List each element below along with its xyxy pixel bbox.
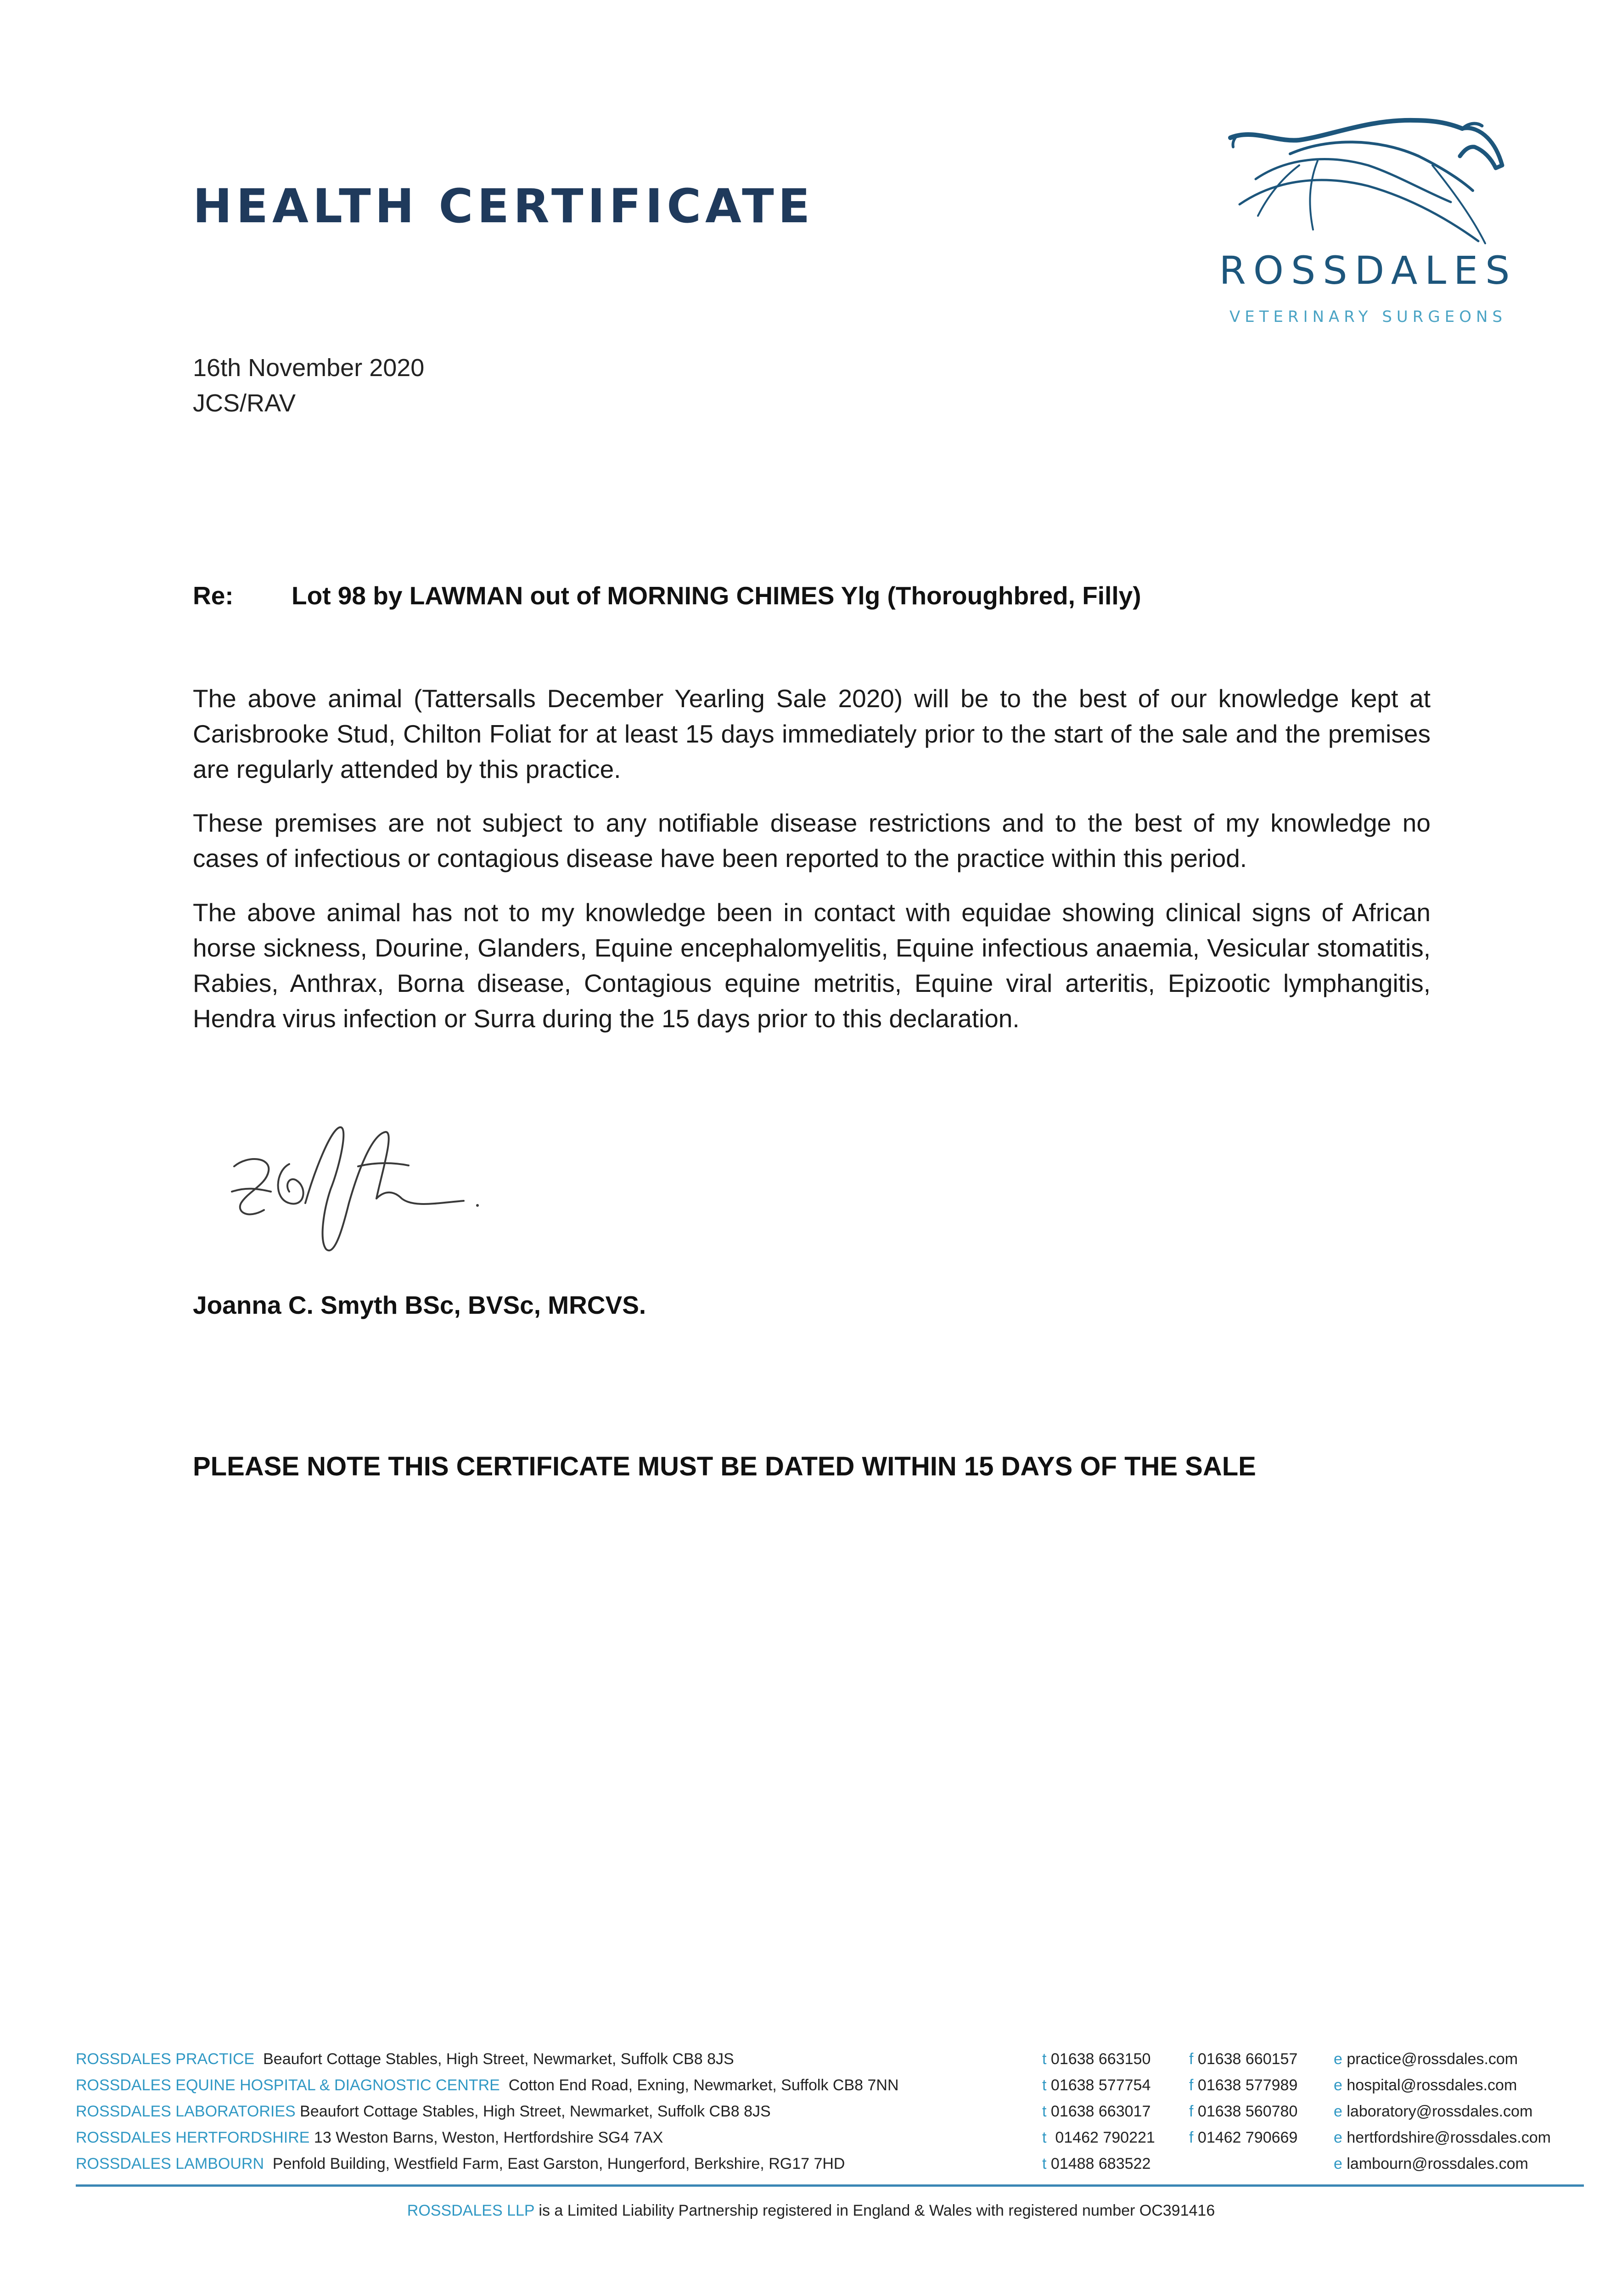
- llp-registration: [0, 2202, 1622, 2220]
- phone-label: t: [1042, 2155, 1047, 2172]
- practice-address: Beaufort Cottage Stables, High Street, Newmarket, Suffolk CB8 8JS: [300, 2103, 771, 2120]
- phone-number: 01488 683522: [1050, 2155, 1151, 2172]
- practice-name: ROSSDALES PRACTICE: [76, 2050, 255, 2068]
- body-paragraph: The above animal has not to my knowledge been in contact with equidae showing clinical signs of African horse sickness, Dourine, Glanders, Equine encephalomyelitis, Equine infectious anaemia, Vesicular stomatitis, Rabies, Anthrax, Borna disease, Contagious equine metritis, Equine viral arteritis, Epizootic lymphangitis, Hendra virus infection or Surra during the 15 days prior to this declaration.: [193, 898, 1431, 1033]
- rossdales-logo: [1212, 110, 1524, 335]
- email-address[interactable]: practice@rossdales.com: [1347, 2050, 1518, 2068]
- practice-name: ROSSDALES LABORATORIES: [76, 2103, 296, 2120]
- footer-row: [76, 2077, 1586, 2103]
- fax-label: f: [1189, 2077, 1194, 2094]
- footer-row: [76, 2050, 1586, 2077]
- practice-address: Beaufort Cottage Stables, High Street, Newmarket, Suffolk CB8 8JS: [263, 2050, 734, 2068]
- dating-notice: PLEASE NOTE THIS CERTIFICATE MUST BE DATED WITHIN 15 DAYS OF THE SALE: [193, 1452, 1256, 1481]
- fax-number: 01638 577989: [1197, 2077, 1298, 2094]
- llp-text: is a Limited Liability Partnership registered in England & Wales with registered number OC391416: [539, 2202, 1215, 2219]
- document-title: HEALTH CERTIFICATE: [193, 179, 814, 234]
- phone-number: 01638 663150: [1050, 2050, 1151, 2068]
- email-address[interactable]: hospital@rossdales.com: [1347, 2077, 1517, 2094]
- fax-number: 01462 790669: [1197, 2129, 1298, 2146]
- footer-row: [76, 2103, 1586, 2129]
- practice-name: ROSSDALES LAMBOURN: [76, 2155, 264, 2172]
- signatory-name: Joanna C. Smyth BSc, BVSc, MRCVS.: [193, 1291, 646, 1319]
- practice-address: Penfold Building, Westfield Farm, East Garston, Hungerford, Berkshire, RG17 7HD: [272, 2155, 845, 2172]
- fax-number: 01638 560780: [1197, 2103, 1298, 2120]
- llp-name: ROSSDALES LLP: [407, 2202, 534, 2219]
- letter-date: 16th November 2020: [193, 354, 425, 382]
- body-paragraph: These premises are not subject to any notifiable disease restrictions and to the best of my knowledge no cases of infectious or contagious disease have been reported to the practice within this period.: [193, 809, 1431, 872]
- logo-subtitle: VETERINARY SURGEONS: [1229, 308, 1507, 326]
- phone-label: t: [1042, 2077, 1047, 2094]
- email-label: e: [1334, 2103, 1342, 2120]
- phone-number: 01638 577754: [1050, 2077, 1151, 2094]
- email-label: e: [1334, 2077, 1342, 2094]
- fax-label: f: [1189, 2129, 1194, 2146]
- phone-number: 01462 790221: [1055, 2129, 1155, 2146]
- email-address[interactable]: hertfordshire@rossdales.com: [1347, 2129, 1551, 2146]
- practice-name: ROSSDALES EQUINE HOSPITAL & DIAGNOSTIC CENTRE: [76, 2077, 500, 2094]
- footer-contacts: [76, 2050, 1586, 2181]
- email-address[interactable]: laboratory@rossdales.com: [1347, 2103, 1533, 2120]
- subject-line: [193, 581, 1141, 610]
- phone-label: t: [1042, 2129, 1047, 2146]
- fax-label: f: [1189, 2050, 1194, 2068]
- subject-label: Re:: [193, 581, 234, 610]
- fax-label: f: [1189, 2103, 1194, 2120]
- email-label: e: [1334, 2050, 1342, 2068]
- phone-number: 01638 663017: [1050, 2103, 1151, 2120]
- galloping-horse-logo-icon: [1221, 110, 1515, 248]
- phone-label: t: [1042, 2103, 1047, 2120]
- email-label: e: [1334, 2155, 1342, 2172]
- footer-row: [76, 2155, 1586, 2181]
- subject-text: Lot 98 by LAWMAN out of MORNING CHIMES Ylg (Thoroughbred, Filly): [292, 581, 1141, 610]
- practice-address: Cotton End Road, Exning, Newmarket, Suffolk CB8 7NN: [508, 2077, 899, 2094]
- email-address[interactable]: lambourn@rossdales.com: [1347, 2155, 1528, 2172]
- phone-label: t: [1042, 2050, 1047, 2068]
- handwritten-signature-icon: [220, 1111, 505, 1267]
- body-paragraph: The above animal (Tattersalls December Yearling Sale 2020) will be to the best of our knowledge kept at Carisbrooke Stud, Chilton Foliat for at least 15 days immediately prior to the start of the sale and the premises are regularly attended by this practice.: [193, 684, 1431, 783]
- footer-row: [76, 2129, 1586, 2155]
- logo-brand-name: ROSSDALES: [1219, 248, 1517, 293]
- letter-reference-code: JCS/RAV: [193, 389, 296, 417]
- footer-divider: [76, 2184, 1584, 2187]
- email-label: e: [1334, 2129, 1342, 2146]
- practice-address: 13 Weston Barns, Weston, Hertfordshire SG4 7AX: [314, 2129, 663, 2146]
- fax-number: 01638 660157: [1197, 2050, 1298, 2068]
- practice-name: ROSSDALES HERTFORDSHIRE: [76, 2129, 310, 2146]
